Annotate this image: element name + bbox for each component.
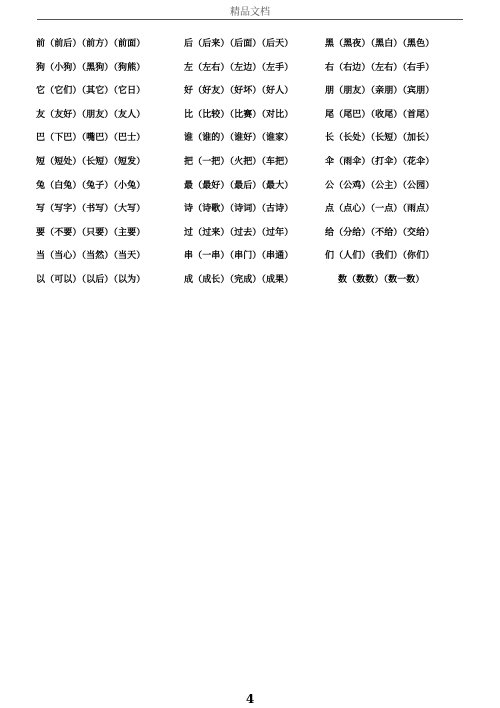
vocab-row <box>36 108 456 132</box>
vocab-row <box>36 273 456 297</box>
vocab-entry: 好（好友）（好坏）（好人） <box>184 86 294 97</box>
vocab-row <box>36 249 456 273</box>
vocab-entry: 写（写字）（书写）（大写） <box>36 204 146 215</box>
vocab-entry: 以（可以）（以后）（以为） <box>36 274 146 285</box>
vocab-entry: 朋（朋友）（亲朋）（宾朋） <box>325 86 435 97</box>
vocab-entry: 成（成长）（完成）（成果） <box>184 274 294 285</box>
vocab-entry: 狗（小狗）（黑狗）（狗熊） <box>36 62 146 73</box>
vocab-row <box>36 179 456 203</box>
vocab-row <box>36 84 456 108</box>
vocab-entry: 们（人们）（我们）（你们） <box>325 251 435 262</box>
page-header <box>37 0 463 20</box>
page-number: 4 <box>245 692 255 706</box>
vocab-entry: 过（过来）（过去）（过年） <box>184 227 294 238</box>
vocab-row <box>36 155 456 179</box>
vocab-row <box>36 61 456 85</box>
vocab-entry: 数（数数）（数一数） <box>338 274 425 285</box>
vocab-entry: 比（比较）（比赛）（对比） <box>184 109 294 120</box>
vocab-entry: 它（它们）（其它）（它日） <box>36 86 146 97</box>
vocab-row <box>36 37 456 61</box>
vocab-entry: 最（最好）（最后）（最大） <box>184 180 294 191</box>
vocab-entry: 右（右边）（左右）（右手） <box>325 62 435 73</box>
vocab-row <box>36 202 456 226</box>
vocab-entry: 给（分给）（不给）（交给） <box>325 227 435 238</box>
vocab-entry: 诗（诗歌）（诗词）（古诗） <box>184 204 294 215</box>
vocab-entry: 兔（白兔）（兔子）（小兔） <box>36 180 146 191</box>
vocab-entry: 短（短处）（长短）（短发） <box>36 156 146 167</box>
vocab-row <box>36 131 456 155</box>
header-title: 精品文档 <box>230 7 270 18</box>
vocab-entry: 串（一串）（串门）（串通） <box>184 251 294 262</box>
vocabulary-list <box>36 37 456 297</box>
vocab-entry: 谁（谁的）（谁好）（谁家） <box>184 133 294 144</box>
vocab-entry: 点（点心）（一点）（雨点） <box>325 204 435 215</box>
vocab-entry: 左（左右）（左边）（左手） <box>184 62 294 73</box>
vocab-entry: 公（公鸡）（公主）（公园） <box>325 180 435 191</box>
vocab-entry: 后（后来）（后面）（后天） <box>184 39 294 49</box>
vocab-row <box>36 226 456 250</box>
vocab-entry: 黑（黑夜）（黑白）（黑色） <box>325 39 435 49</box>
vocab-entry: 要（不要）（只要）（主要） <box>36 227 146 238</box>
vocab-entry: 伞（雨伞）（打伞）（花伞） <box>325 156 435 167</box>
vocab-entry: 当（当心）（当然）（当天） <box>36 251 146 262</box>
vocab-entry: 长（长处）（长短）（加长） <box>325 133 435 144</box>
vocab-entry: 巴（下巴）（嘴巴）（巴士） <box>36 133 146 144</box>
vocab-entry: 前（前后）（前方）（前面） <box>36 39 146 49</box>
vocab-entry: 尾（尾巴）（收尾）（首尾） <box>325 109 435 120</box>
vocab-entry: 友（友好）（朋友）（友人） <box>36 109 146 120</box>
vocab-entry: 把（一把）（火把）（车把） <box>184 156 294 167</box>
